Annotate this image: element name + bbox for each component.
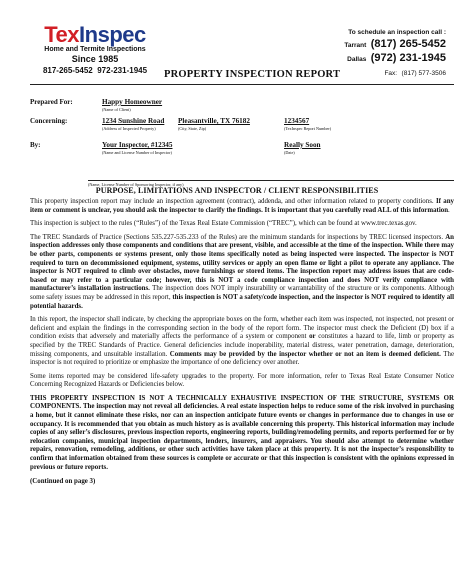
- by-label: By:: [30, 141, 41, 149]
- report-title: PROPERTY INSPECTION REPORT: [164, 69, 341, 80]
- sponsor-caption: (Name, License Number of Sponsoring Inspector, if any): [88, 182, 184, 187]
- report-body: [30, 198, 454, 492]
- logo-phones: 817-265-5452 972-231-1945: [42, 66, 148, 75]
- paragraph-deficiencies: In this report, the inspector shall indicate, by checking the appropriate boxes on the form, whether each item was inspected, not inspected, not present or deficient and explain the findings in the corresponding section in the body of the report form. The inspector must check the Deficient (D) box if a condition exists that adversely and materially affects the performance of a system or component or constitutes a hazard to life, limb or property as specified by the TREC Standards of Practice. General deficiencies include inoperability, material distress, water penetration, damage, deterioration, missing components, and unsuitable installation. Comments may be provided by the inspector whether or not an item is deemed deficient. The inspector is not required to prioritize or emphasize the importance of one deficiency over another.: [30, 316, 455, 367]
- paragraph-clarify: This property inspection report may include an inspection agreement (contract), addenda, and other information related to property conditions. If any item or comment is unclear, you should ask the inspector to clarify the findings. It is important that you carefully read ALL of this information.: [30, 198, 454, 214]
- logo-wordmark: TexInspec: [44, 22, 146, 47]
- report-number-caption: (TexInspec Report Number): [284, 126, 332, 131]
- address-caption: (Address of Inspected Property): [102, 126, 156, 131]
- contact-row-tarrant: Tarrant (817) 265-5452: [344, 38, 446, 50]
- inspection-date: Really Soon: [284, 141, 321, 149]
- header-divider: [30, 84, 454, 85]
- paragraph-life-safety: Some items reported may be considered life-safety upgrades to the property. For more information, refer to Texas Real Estate Consumer Notice Concerning Recognized Hazards or Deficiencies below.: [30, 372, 454, 389]
- section-heading: PURPOSE, LIMITATIONS AND INSPECTOR / CLIENT RESPONSIBILITIES: [95, 186, 379, 195]
- report-number: 1234567: [284, 117, 310, 125]
- company-logo: [30, 24, 160, 76]
- city-state-zip: Pleasantville, TX 76182: [178, 117, 250, 125]
- continued-note: (Continued on page 3): [30, 478, 96, 486]
- report-number-field: [284, 117, 331, 131]
- client-field: [102, 98, 162, 112]
- sponsor-line: [88, 180, 454, 181]
- date-field: [284, 141, 321, 155]
- city-field: [178, 117, 250, 131]
- city-caption: (City, State, Zip): [178, 126, 207, 131]
- contact-row-fax: Fax: (817) 577-3506: [384, 70, 446, 77]
- contact-row-dallas: Dallas (972) 231-1945: [347, 52, 446, 64]
- property-address: 1234 Sunshine Road: [102, 117, 165, 125]
- inspector-row: [30, 141, 454, 163]
- client-name: Happy Homeowner: [102, 98, 163, 106]
- inspector-field: [102, 141, 172, 155]
- inspector-caption: (Name and License Number of Inspector): [102, 150, 172, 155]
- contact-title: To schedule an inspection call :: [348, 29, 446, 36]
- paragraph-exhaustive: THIS PROPERTY INSPECTION IS NOT A TECHNICALLY EXHAUSTIVE INSPECTION OF THE STRUCTURE, SYSTEMS OR COMPONENTS. The inspection may not reveal all deficiencies. A real estate inspection helps to reduce some of the risk involved in purchasing a home, but it cannot eliminate these risks, nor can an inspection anticipate future events or changes in performance due to changes in use or occupancy. It is recommended that you obtain as much history as is available concerning this property. This historical information may include copies of any seller’s disclosures, previous inspection reports, engineering reports, building/remodeling permits, and reports performed for or by relocation companies, municipal inspection departments, lenders, insurers, and appraisers. You should also attempt to determine whether repairs, renovation, remodeling, additions, or other such activities have taken place at this property. It is not the inspector’s responsibility to confirm that information obtained from these sources is complete or accurate or that this inspection is consistent with the opinions expressed in previous or future reports.: [30, 394, 454, 471]
- logo-since: Since 1985: [71, 54, 119, 64]
- concerning-label: Concerning:: [30, 117, 68, 125]
- date-caption: (Date): [284, 150, 295, 155]
- logo-tagline: Home and Termite Inspections: [44, 46, 146, 53]
- prepared-for-label: Prepared For:: [30, 98, 73, 106]
- inspector-name: Your Inspector, #12345: [102, 141, 173, 149]
- client-caption: (Name of Client): [102, 107, 131, 112]
- address-field: [102, 117, 164, 131]
- concerning-row: [30, 117, 454, 139]
- paragraph-standards: The TREC Standards of Practice (Sections 535.227-535.233 of the Rules) are the minimum standards for inspections by TREC licensed inspectors. An inspection addresses only those components and conditions that are present, visible, and accessible at the time of the inspection. While there may be other parts, components or systems present, only those items specifically noted as being inspected were inspected. The inspector is NOT required to turn on decommissioned equipment, systems, utility services or apply an open flame or light a pilot to operate any appliance. The inspector is NOT required to climb over obstacles, move furnishings or stored items. The inspection report may address issues that are code-based or may refer to a particular code; however, this is NOT a code compliance inspection and does NOT verify compliance with manufacturer’s installation instructions. The inspection does NOT imply insurability or warrantability of the structure or its components. Although some safety issues may be addressed in this report, this inspection is NOT a safety/code inspection, and the inspector is NOT required to identify all potential hazards.: [30, 233, 455, 310]
- paragraph-rules: This inspection is subject to the rules (“Rules”) of the Texas Real Estate Commission (“TREC”), which can be found at www.trec.texas.gov.: [30, 220, 417, 228]
